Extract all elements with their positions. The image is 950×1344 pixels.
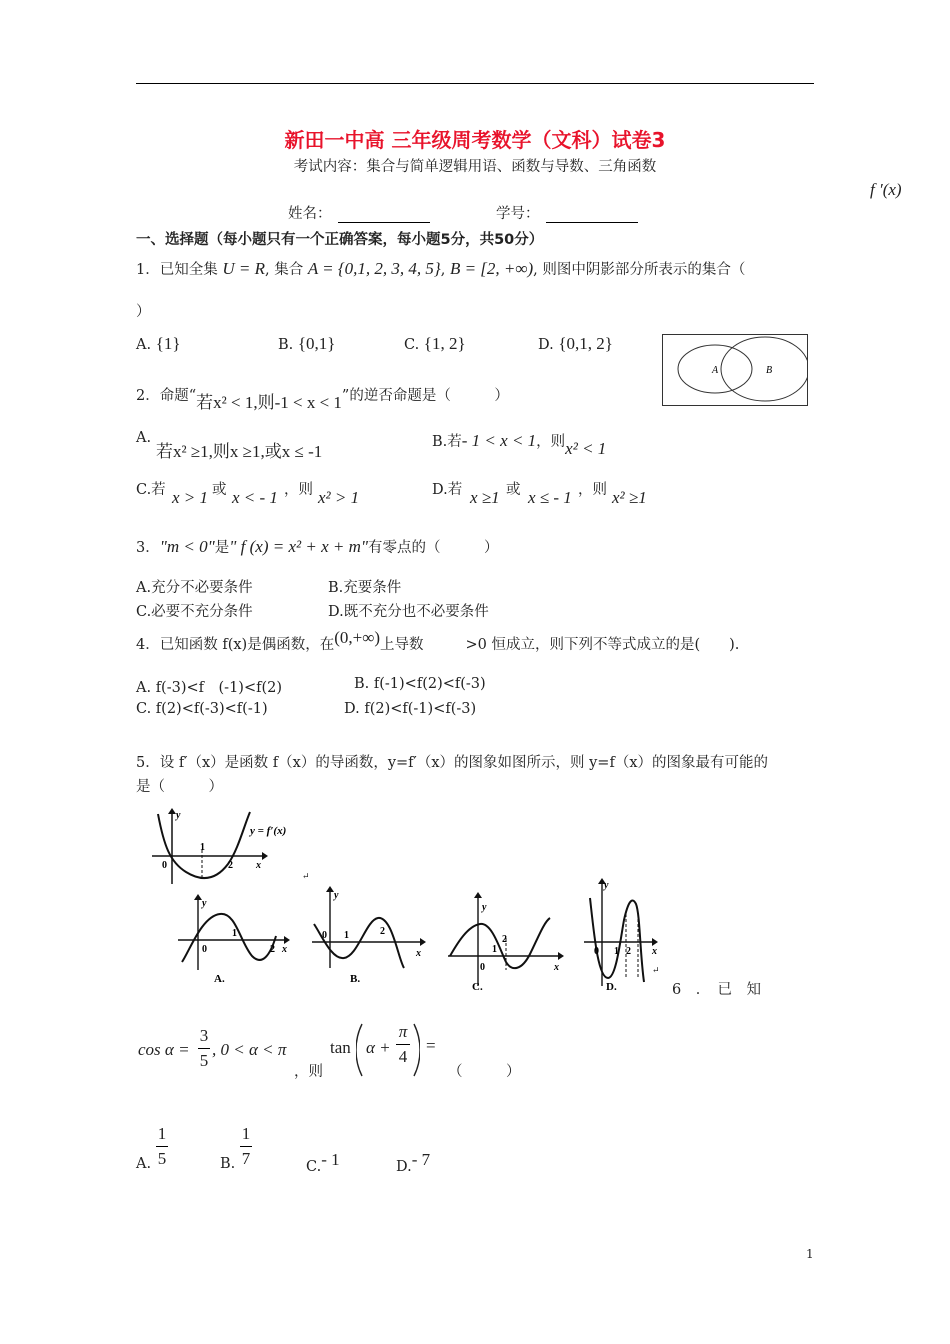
q6-pi-fraction [396,1022,410,1067]
id-blank[interactable] [546,208,638,223]
q1-universal-set: U = R [222,259,265,278]
q2-option-c[interactable] [136,478,166,499]
q5-option-d-label: D. [606,981,617,993]
q4-line [136,628,740,654]
q6-cos: cos α = [138,1040,190,1059]
header-rule [136,83,814,84]
option-label: D.若 [432,482,463,498]
option-label: D. [396,1159,412,1175]
q6-number: 6 ． 已 知 [672,982,761,998]
q3-function: " f (x) = x² + x + m" [229,537,369,556]
option-value: - 7 [411,1150,431,1169]
q6-inner: α + [366,1038,391,1057]
name-field[interactable] [288,202,430,223]
q5-option-d-graph[interactable] [582,874,666,994]
q3-line [136,536,499,557]
page-title: 新田一中高 三年级周考数学（文科）试卷3 [284,128,666,152]
q1-prefix: 1．已知全集 [136,262,218,278]
frac-denominator: 7 [241,1149,251,1168]
graph-tick-0: 0 [322,930,327,941]
q3-is: 是 [214,540,230,556]
q2-d-cond2: x ≤ - 1 [528,488,572,507]
q6-option-a-fraction [156,1124,168,1169]
venn-diagram [662,334,808,406]
frac-denominator: 5 [199,1051,209,1070]
graph-x-label: x [282,944,287,955]
q5-option-b-graph[interactable] [308,884,428,988]
option-label: B. [278,337,294,353]
graph-tick-1: 1 [614,946,619,957]
q2-c-result: x² > 1 [318,488,360,507]
frac-numerator: 1 [157,1124,167,1143]
q2-b-result: x² < 1 [565,439,607,458]
q4-option-d[interactable]: D. f(2)<f(-1)<f(-3) [344,701,477,717]
q3-condition: "m < 0" [159,537,215,556]
q2-c-then: ，则 [284,482,313,498]
id-field[interactable] [496,202,638,223]
q4-prefix: 4．已知函数 f(x)是偶函数，在 [136,637,335,653]
q6-equals: = [426,1036,436,1055]
option-value: {0,1, 2} [558,334,613,353]
q6-then: ，则 [294,1064,323,1080]
graph-x-label: x [652,946,657,957]
q4-suffix1: 上导数 [379,637,424,653]
name-label: 姓名： [288,206,332,222]
q1-comma: , [440,262,446,278]
q6-range: , 0 < α < π [212,1040,287,1059]
option-label: A. [136,1156,152,1172]
q6-option-c[interactable] [306,1150,340,1176]
q4-interval: (0,+∞) [334,628,380,647]
q1-mid: , 集合 [264,262,304,278]
q3-option-b[interactable]: B.充要条件 [328,580,402,596]
graph-y-label: y [202,898,207,909]
q2-c-cond2: x < - 1 [232,488,278,507]
page-subtitle: 考试内容：集合与简单逻辑用语、函数与导数、三角函数 [293,159,657,175]
graph-x-label: x [256,860,261,871]
q4-option-a[interactable]: A. f(-3)<f (-1)<f(2) [136,680,283,696]
graph-tick-2: 2 [502,934,507,945]
q3-option-a[interactable]: A.充分不必要条件 [136,580,253,596]
name-blank[interactable] [338,208,430,223]
return-mark-2: ↵ [652,966,660,976]
graph-tick-1: 1 [344,930,349,941]
venn-set-b [721,337,808,401]
q2-b-cond: - 1 < x < 1 [461,431,537,450]
q2-option-b[interactable] [432,430,607,458]
q1-close: ） [136,304,151,320]
section-heading: 一、选择题（每小题只有一个正确答案，每小题5分，共50分） [136,232,544,248]
option-value: - 1 [321,1150,340,1169]
q5-option-b-label: B. [350,973,361,985]
q1-option-a[interactable] [136,334,181,354]
q6-tan: tan [330,1038,351,1057]
graph-y-label: y [334,890,339,901]
graph-tick-0: 0 [480,962,485,973]
graph-tick-2: 2 [270,944,275,955]
q2-b-then: ，则 [536,434,566,450]
option-label: A. [136,337,152,353]
q2-option-a-text: 若x² ≥1,则x ≥1,或x ≤ -1 [156,442,323,461]
page-number: 1 [806,1247,814,1261]
id-label: 学号： [496,206,540,222]
margin-note: f ′(x) [870,180,902,199]
graph-tick-1: 1 [232,928,237,939]
q6-cos-fraction [198,1026,210,1071]
q4-suffix2: >0 恒成立，则下列不等式成立的是( ). [465,637,740,653]
q2-d-or: 或 [506,482,521,498]
return-mark: ↵ [302,872,310,882]
derivative-graph [150,806,310,886]
graph-function-label: y = f′(x) [250,825,287,837]
q2-option-a[interactable] [136,430,151,446]
graph-tick-2: 2 [626,946,631,957]
option-label: C. [306,1159,322,1175]
q1-line [136,258,745,279]
option-label: B. [220,1156,236,1172]
graph-x-label: x [416,948,421,959]
q6-option-b-fraction [240,1124,252,1169]
q1-option-b[interactable] [278,334,335,354]
q6-answer-paren: （ ） [448,1064,521,1080]
q5-line2: 是（ ） [136,779,223,795]
graph-tick-0: 0 [162,860,167,871]
option-value: {1, 2} [423,334,466,353]
q5-option-c-graph[interactable] [444,890,568,994]
graph-x-label: x [554,962,559,973]
option-label: D. [538,337,554,353]
q2-d-result: x² ≥1 [612,488,647,507]
venn-label-a: A [712,365,719,376]
q5-option-a-graph[interactable] [172,894,292,986]
q2-line [136,380,509,412]
q2-c-or: 或 [212,482,227,498]
option-value: {1} [155,334,181,353]
q2-option-d[interactable] [432,478,462,499]
q5-option-c-label: C. [472,981,483,993]
q1-suffix: , 则图中阴影部分所表示的集合（ [533,262,746,278]
q6-option-b[interactable] [220,1156,235,1172]
q2-c-cond1: x > 1 [172,488,209,507]
option-label: C. [404,337,420,353]
q3-option-d[interactable]: D.既不充分也不必要条件 [328,604,489,620]
q6-option-a[interactable] [136,1156,151,1172]
venn-label-b: B [766,365,773,376]
q2-d-then: ，则 [578,482,607,498]
frac-numerator: π [398,1022,408,1041]
graph-y-label: y [176,810,181,821]
q6-option-d[interactable] [396,1150,431,1176]
q4-option-b[interactable]: B. f(-1)<f(2)<f(-3) [354,676,486,692]
graph-y-label: y [482,902,487,913]
q1-option-c[interactable] [404,334,466,354]
graph-tick-0: 0 [202,944,207,955]
q2-d-cond1: x ≥1 [470,488,500,507]
graph-tick-2: 2 [228,860,233,871]
q2-suffix: ”的逆否命题是（ ） [341,388,509,404]
option-label: B.若 [432,434,462,450]
frac-denominator: 5 [157,1149,167,1168]
frac-denominator: 4 [398,1047,408,1066]
option-value: {0,1} [297,334,336,353]
q2-prefix: 2．命题“ [136,388,197,404]
graph-tick-1: 1 [492,944,497,955]
frac-numerator: 1 [241,1124,251,1143]
q4-option-c[interactable]: C. f(2)<f(-3)<f(-1) [136,701,268,717]
option-label: A. [136,430,152,446]
frac-numerator: 3 [199,1026,209,1045]
q1-option-d[interactable] [538,334,613,354]
graph-y-label: y [604,880,609,891]
q3-prefix: 3． [136,540,160,556]
q3-suffix: 有零点的（ ） [368,540,499,556]
q1-set-b: B = [2, +∞) [449,259,534,278]
q1-set-a: A = {0,1, 2, 3, 4, 5} [307,259,441,278]
q3-option-c[interactable]: C.必要不充分条件 [136,604,253,620]
q5-option-a-label: A. [214,973,225,985]
q5-line1: 5．设 f′（x）是函数 f（x）的导函数，y=f′（x）的图象如图所示，则 y=f（x）的图象最有可能的 [136,755,768,771]
graph-tick-1: 1 [200,842,205,853]
graph-tick-2: 2 [380,926,385,937]
option-label: C.若 [136,482,166,498]
graph-tick-0: 0 [594,946,599,957]
q2-statement: 若x² < 1,则-1 < x < 1 [196,393,342,412]
